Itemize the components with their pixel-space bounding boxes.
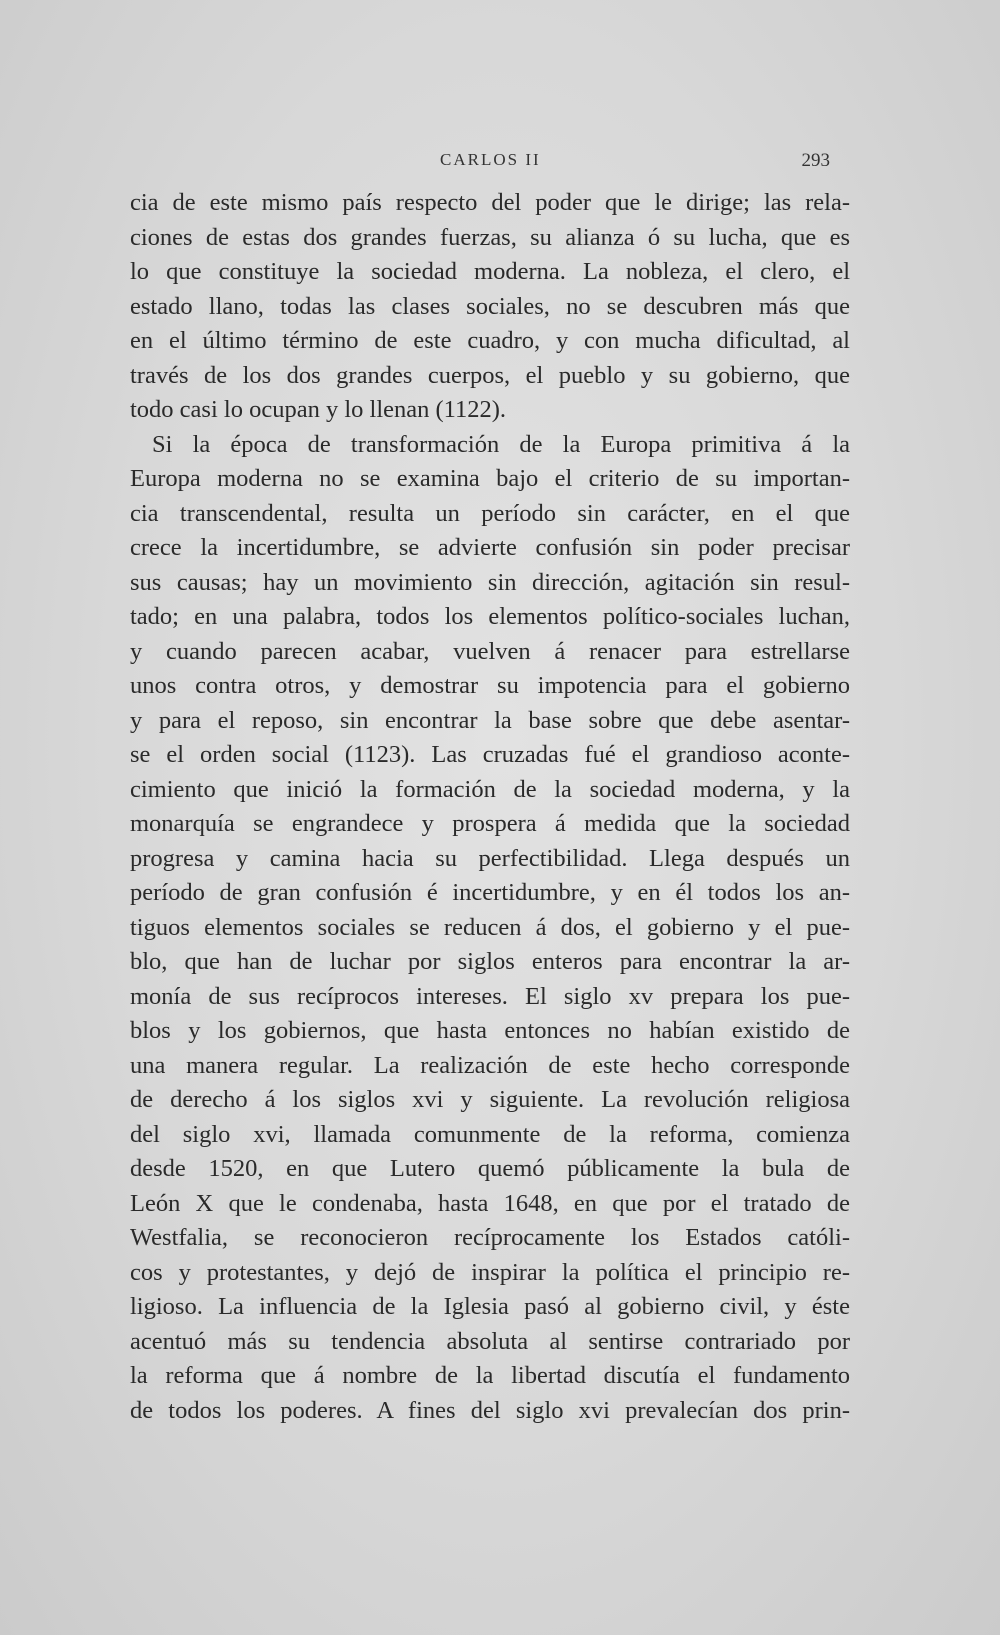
page-number: 293 [801,150,830,171]
text-line: estado llano, todas las clases sociales, no se descubren más que [130,292,850,320]
text-line: en el último término de este cuadro, y con mucha dificultad, al [130,327,850,354]
text-line: cia de este mismo país respecto del poder que le dirige; las rela- [130,189,850,216]
text-line: tado; en una palabra, todos los elementos político-sociales luchan, [130,603,850,630]
text-line: cimiento que inició la formación de la sociedad moderna, y la [130,775,850,803]
text-line: Europa moderna no se examina bajo el criterio de su importan- [130,465,850,492]
text-line: progresa y camina hacia su perfectibilidad. Llega después un [130,844,850,872]
text-line: acentuó más su tendencia absoluta al sentirse contrariado por [130,1327,850,1355]
text-line: ligioso. La influencia de la Iglesia pasó al gobierno civil, y éste [130,1293,850,1320]
body-text [130,186,850,1428]
text-line: través de los dos grandes cuerpos, el pueblo y su gobierno, que [130,361,850,389]
text-line: desde 1520, en que Lutero quemó públicamente la bula de [130,1155,850,1182]
text-line: de derecho á los siglos xvi y siguiente. La revolución religiosa [130,1086,850,1113]
text-line: y para el reposo, sin encontrar la base sobre que debe asentar- [130,706,850,734]
text-line: Westfalia, se reconocieron recíprocamente los Estados católi- [130,1224,850,1251]
text-line: monarquía se engrandece y prospera á medida que la sociedad [130,810,850,837]
text-line: se el orden social (1123). Las cruzadas fué el grandioso aconte- [130,741,850,768]
text-line: todo casi lo ocupan y lo llenan (1122). [130,396,507,423]
text-line: crece la incertidumbre, se advierte confusión sin poder precisar [130,534,850,561]
text-line: lo que constituye la sociedad moderna. La nobleza, el clero, el [130,258,850,285]
text-line: y cuando parecen acabar, vuelven á renacer para estrellarse [130,637,850,665]
running-head [130,150,830,180]
text-line: blo, que han de luchar por siglos enteros para encontrar la ar- [130,948,850,975]
text-line: cos y protestantes, y dejó de inspirar la política el principio re- [130,1258,850,1286]
text-line: cia transcendental, resulta un período sin carácter, en el que [130,499,850,527]
text-line: Si la época de transformación de la Europa primitiva á la [152,430,850,458]
text-line: tiguos elementos sociales se reducen á dos, el gobierno y el pue- [130,913,850,941]
running-title: CARLOS II [440,150,541,169]
text-line: sus causas; hay un movimiento sin dirección, agitación sin resul- [130,568,850,596]
text-line: la reforma que á nombre de la libertad discutía el fundamento [130,1362,850,1389]
text-line: del siglo xvi, llamada comunmente de la reforma, comienza [130,1120,850,1148]
text-line: unos contra otros, y demostrar su impotencia para el gobierno [130,672,850,699]
text-line: monía de sus recíprocos intereses. El siglo xv prepara los pue- [130,982,850,1010]
text-line: una manera regular. La realización de este hecho corresponde [130,1051,850,1079]
text-line: blos y los gobiernos, que hasta entonces no habían existido de [130,1017,850,1044]
text-line: período de gran confusión é incertidumbre, y en él todos los an- [130,879,850,906]
text-line: de todos los poderes. A fines del siglo xvi prevalecían dos prin- [130,1396,850,1424]
text-line: León X que le condenaba, hasta 1648, en que por el tratado de [130,1189,850,1217]
text-line: ciones de estas dos grandes fuerzas, su alianza ó su lucha, que es [130,223,850,251]
